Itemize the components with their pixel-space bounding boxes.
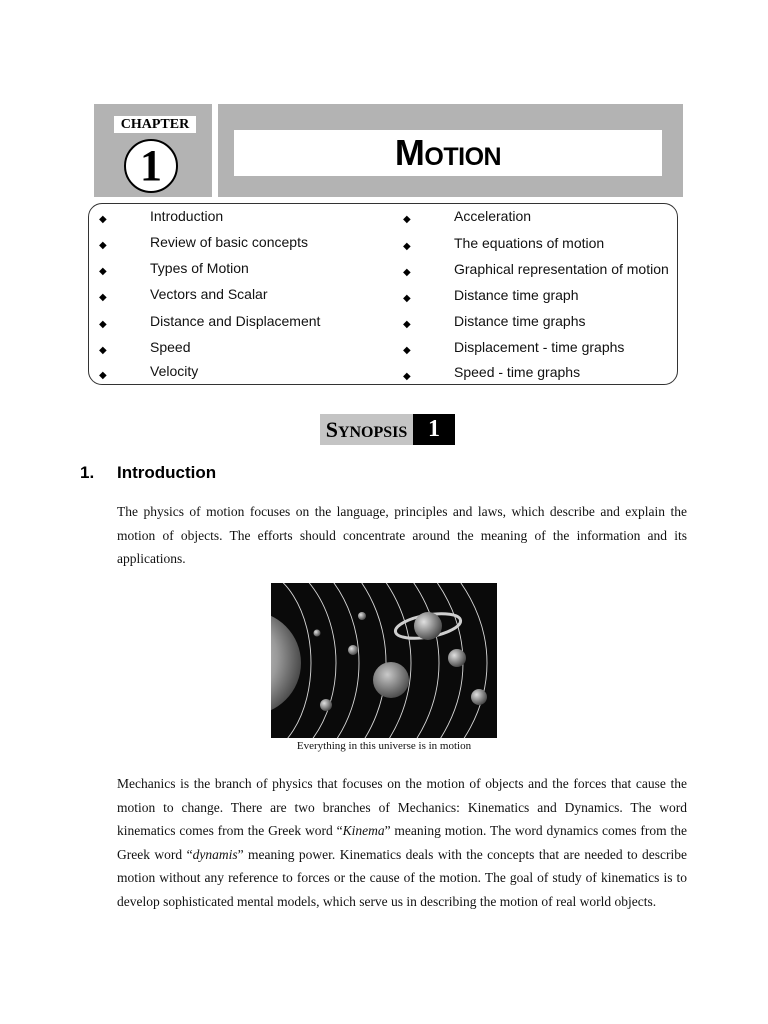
topic-item: Displacement - time graphs <box>454 339 625 355</box>
synopsis-number: 1 <box>413 414 455 445</box>
topic-item: Distance time graphs <box>454 313 586 329</box>
bullet-icon: ◆ <box>99 266 107 277</box>
dynamis-term: dynamis <box>192 846 238 862</box>
bullet-icon: ◆ <box>99 240 107 251</box>
topic-item: Types of Motion <box>150 260 249 276</box>
bullet-icon: ◆ <box>99 214 107 225</box>
kinema-term: Kinema <box>342 823 385 838</box>
topic-item: Velocity <box>150 363 199 379</box>
topic-item: The equations of motion <box>454 235 605 251</box>
chapter-title-box <box>234 130 662 176</box>
solar-system-illustration <box>271 583 497 738</box>
topic-item: Distance time graph <box>454 287 579 303</box>
synopsis-label: SYNOPSIS <box>325 416 408 442</box>
chapter-title: MOTION <box>394 132 502 173</box>
topic-item: Distance and Displacement <box>150 313 321 329</box>
topic-item: Graphical representation of motion <box>454 261 669 277</box>
topic-item: Acceleration <box>454 208 532 224</box>
bullet-icon: ◆ <box>403 345 411 356</box>
mechanics-paragraph: Mechanics is the branch of physics that focuses on the motion of objects and the forces that cause the motion to change. There are two branches of Mechanics: Kinematics and Dynamics. The word kinematics comes from the Greek word “Kinema” meaning motion. The word dynamics comes from the Greek word “dynamis” meaning power. Kinematics deals with the concepts that are needed to describe motion without any reference to forces or the cause of the motion. The goal of study of kinematics is to develop sophisticated mental models, which serve us in describing the motion of real world objects. <box>117 776 688 909</box>
topics-box <box>88 203 678 385</box>
topic-item: Review of basic concepts <box>150 234 308 250</box>
bullet-icon: ◆ <box>99 292 107 303</box>
bullet-icon: ◆ <box>403 241 411 252</box>
bullet-icon: ◆ <box>403 267 411 278</box>
bullet-icon: ◆ <box>99 319 107 330</box>
intro-paragraph: The physics of motion focuses on the language, principles and laws, which describe and explain the motion of objects. The efforts should concentrate around the meaning of the information and its applications. <box>117 504 687 566</box>
bullet-icon: ◆ <box>99 345 107 356</box>
bullet-icon: ◆ <box>403 214 411 225</box>
section-number: 1. <box>80 463 95 482</box>
topic-item: Vectors and Scalar <box>150 286 268 302</box>
topic-item: Speed - time graphs <box>454 364 581 380</box>
section-title: Introduction <box>117 463 217 482</box>
bullet-icon: ◆ <box>403 293 411 304</box>
chapter-number: 1 <box>124 139 178 193</box>
topic-item: Introduction <box>150 208 224 224</box>
bullet-icon: ◆ <box>403 319 411 330</box>
synopsis-badge <box>320 414 413 445</box>
figure-caption: Everything in this universe is in motion <box>296 740 472 752</box>
chapter-label: CHAPTER <box>114 116 196 133</box>
topic-item: Speed <box>150 339 191 355</box>
bullet-icon: ◆ <box>403 371 411 382</box>
bullet-icon: ◆ <box>99 370 107 381</box>
solar-system-image <box>271 583 497 738</box>
